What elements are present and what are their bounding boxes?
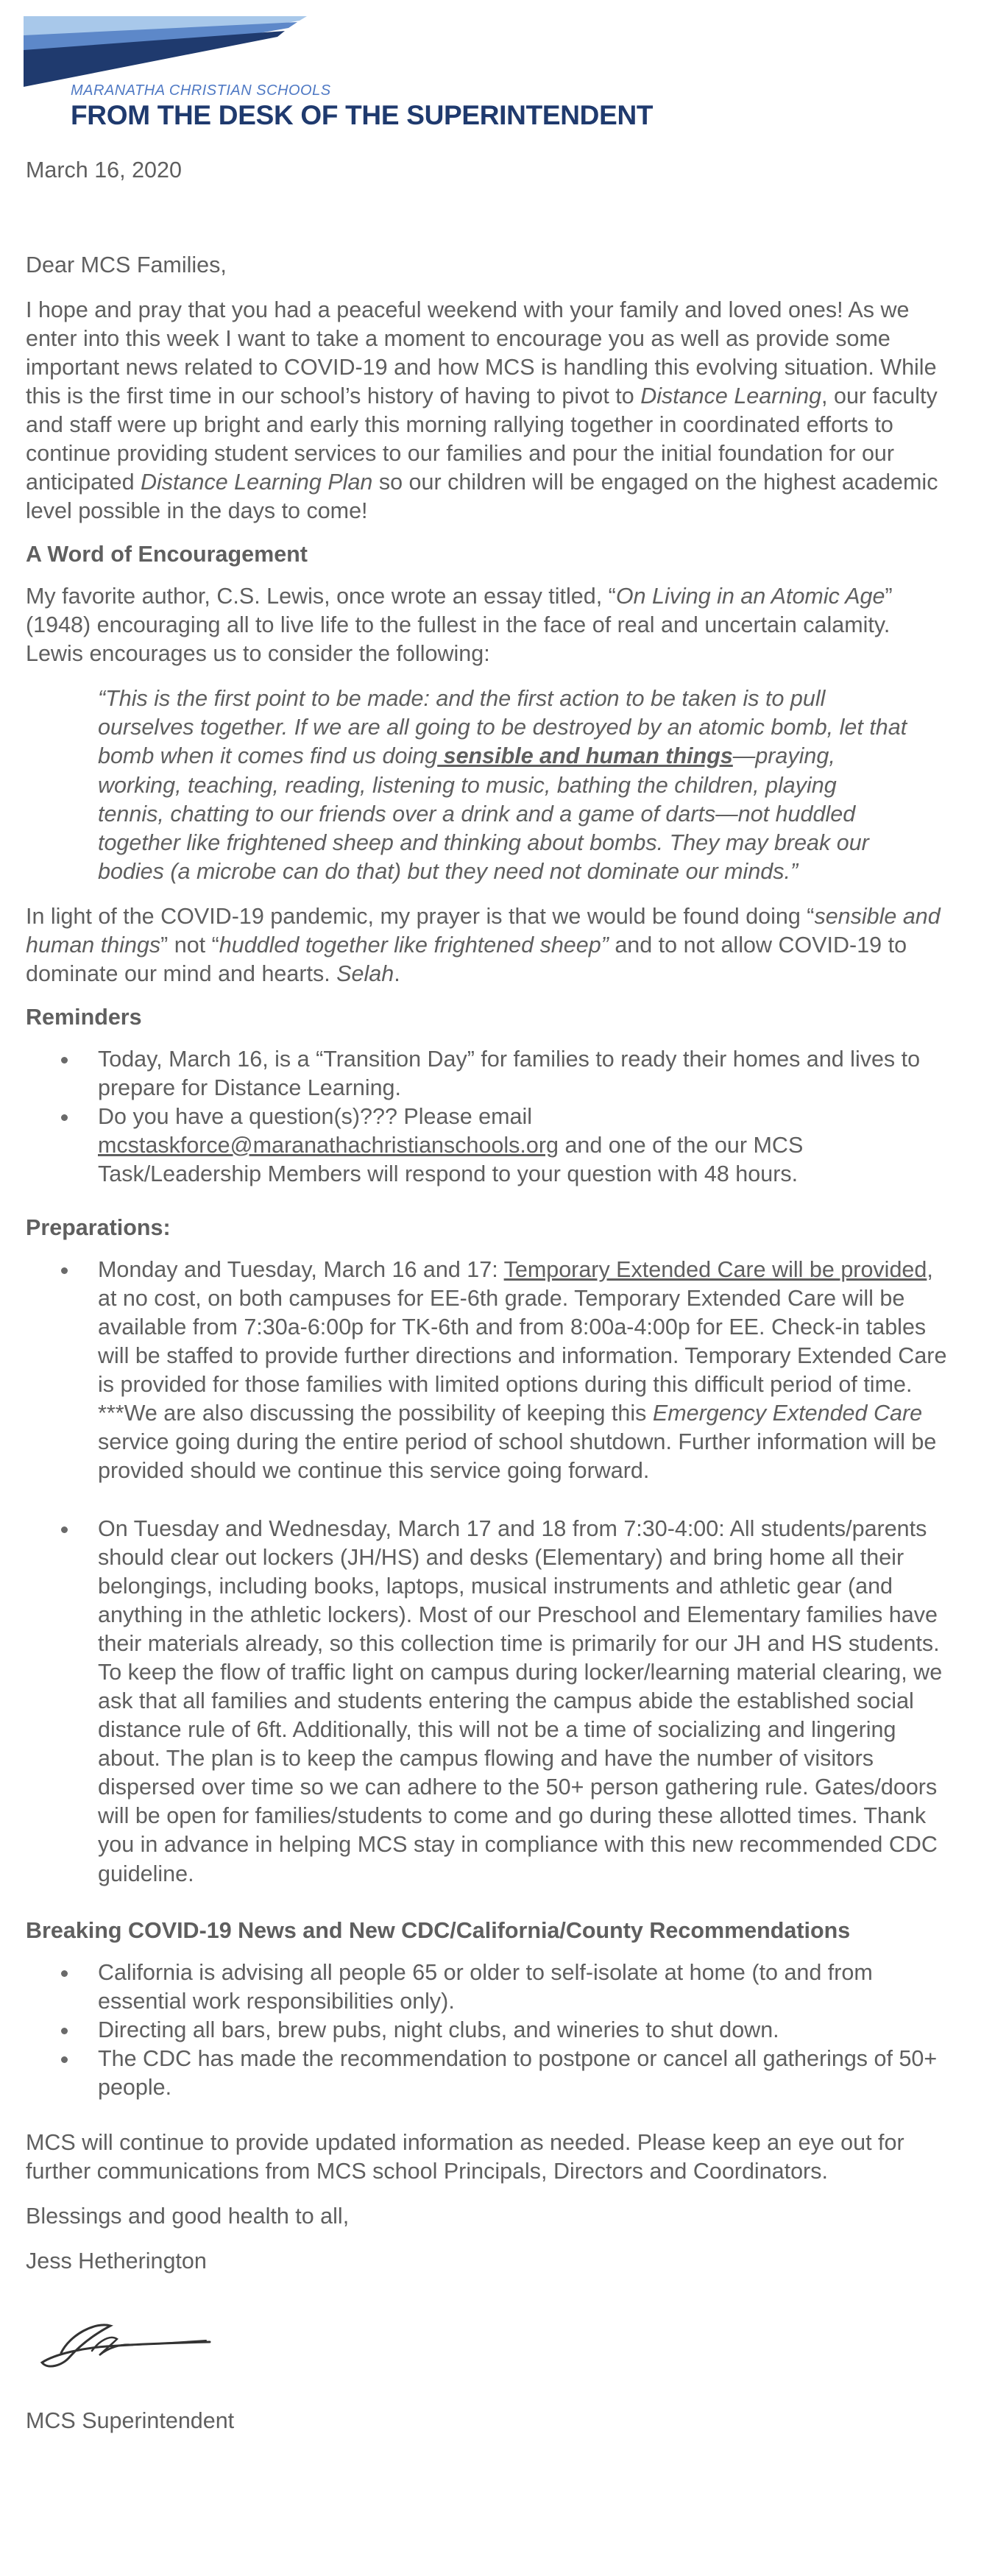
- closing-paragraph: MCS will continue to provide updated information as needed. Please keep an eye out for further communications from MCS school Principals, Directors and Coordinators.: [26, 2129, 904, 2184]
- intro-emphasis-1: Distance Learning: [640, 383, 822, 409]
- reminder-text-2: and one of the our MCS Task/Leadership Members will respond to your question with 48 hours.: [98, 1132, 804, 1186]
- prep-emphasis: Emergency Extended Care: [652, 1401, 923, 1426]
- encouragement-text-1: My favorite author, C.S. Lewis, once wrote an essay titled, “: [26, 584, 616, 609]
- prep-underlined: Temporary Extended Care will be provided: [503, 1256, 927, 1282]
- signature: [26, 2283, 953, 2393]
- essay-title: On Living in an Atomic Age: [615, 584, 885, 609]
- quote-emphasis: sensible and human things: [437, 743, 733, 769]
- encouragement-text-2: ” (1948) encouraging all to live life to the fullest in the face of real and uncertain calamity. Lewis encourages us to consider the following:: [26, 584, 893, 667]
- school-name: MARANATHA CHRISTIAN SCHOOLS: [71, 82, 331, 99]
- reflection-emphasis-2: huddled together like frightened sheep”: [219, 932, 609, 958]
- letterhead-title: FROM THE DESK OF THE SUPERINTENDENT: [71, 100, 654, 130]
- quote-text-2: —praying, working, teaching, reading, listening to music, bathing the children, playing tennis, chatting to our friends over a drink and a game of darts—not huddled together like frightened sheep and thinking about bombs. They may break our bodies (a microbe can do that) but they need not dominate our minds.”: [98, 743, 869, 884]
- signer-role: MCS Superintendent: [26, 2407, 235, 2433]
- intro-emphasis-2: Distance Learning Plan: [141, 470, 373, 495]
- quote-text-1: “This is the first point to be made: and the first action to be taken is to pull ourselves together. If we are all going to be destroyed by an atomic bomb, let that bomb when it comes find us doing: [98, 686, 907, 769]
- list-item: On Tuesday and Wednesday, March 17 and 18 from 7:30-4:00: All students/parents should clear out lockers (JH/HS) and desks (Elementary) and bring home all their belongings, including books, laptops, musical instruments and athletic gear (and anything in the athletic lockers). Most of our Preschool and Elementary families have their materials already, so this collection time is primarily for our JH and HS students. To keep the flow of traffic light on campus during locker/learning material clearing, we ask that all families and students entering the campus abide the established social distance rule of 6ft. Additionally, this will not be a time of socializing and lingering about. The plan is to keep the campus flowing and have the number of visitors dispersed over time so we can adhere to the 50+ person gathering rule. Gates/doors will be open for families/students to come and go during these allotted times. Thank you in advance in helping MCS stay in compliance with this new recommended CDC guideline.: [98, 1515, 953, 1888]
- intro-paragraph: [26, 296, 953, 526]
- intro-text-2: , our faculty and staff were up bright and early this morning rallying together in coordinated efforts to continue providing student services to our families and pour the initial foundation for our anticipated: [26, 383, 938, 495]
- signer-name: Jess Hetherington: [26, 2248, 207, 2274]
- handwritten-signature: [26, 2283, 261, 2386]
- reflection-paragraph: [26, 902, 953, 988]
- prep-text-3: service going during the entire period of school shutdown. Further information will be provided should we continue this service going forward.: [98, 1429, 937, 1484]
- reflection-emphasis-3: Selah: [336, 960, 394, 986]
- list-item: The CDC has made the recommendation to postpone or cancel all gatherings of 50+ people.: [98, 2045, 953, 2102]
- preparations-heading: Preparations:: [26, 1214, 171, 1240]
- encouragement-paragraph: [26, 582, 953, 668]
- reflection-text-2: ” not “: [160, 932, 219, 958]
- letter-date: March 16, 2020: [26, 158, 182, 183]
- list-item: Today, March 16, is a “Transition Day” for families to ready their homes and lives to prepare for Distance Learning.: [98, 1045, 953, 1103]
- encouragement-heading: A Word of Encouragement: [26, 542, 308, 567]
- email-link[interactable]: mcstaskforce@maranathachristianschools.org: [98, 1132, 559, 1158]
- intro-text-3: so our children will be engaged on the highest academic level possible in the days to come!: [26, 470, 938, 524]
- salutation: Dear MCS Families,: [26, 252, 227, 278]
- intro-text-1: I hope and pray that you had a peaceful weekend with your family and loved ones! As we enter into this week I want to take a moment to encourage you as well as provide some important news related to COVID-19 and how MCS is handling this evolving situation. While this is the first time in our school’s history of having to pivot to: [26, 297, 937, 409]
- reminders-list: [26, 1045, 953, 1189]
- reflection-text-3: and to not allow COVID-19 to dominate our mind and hearts.: [26, 932, 907, 986]
- list-item: California is advising all people 65 or older to self-isolate at home (to and from essential work responsibilities only).: [98, 1958, 953, 2016]
- prep-text-2: , at no cost, on both campuses for EE-6th grade. Temporary Extended Care will be available from 7:30a-6:00p for TK-6th and from 8:00a-4:00p for EE. Check-in tables will be staffed to provide further directions and information. Temporary Extended Care is provided for those families with limited options during this difficult period of time. ***We are also discussing the possibility of keeping this: [98, 1256, 947, 1426]
- list-item: [98, 1103, 953, 1189]
- prep-text-1: Monday and Tuesday, March 16 and 17:: [98, 1256, 504, 1282]
- letter-body: [26, 156, 953, 2435]
- news-list: [26, 1958, 953, 2102]
- letterhead: [24, 16, 654, 130]
- reflection-text-4: .: [394, 960, 400, 986]
- blessing-line: Blessings and good health to all,: [26, 2203, 350, 2229]
- reminders-heading: Reminders: [26, 1004, 142, 1030]
- reminder-text-1: Do you have a question(s)??? Please email: [98, 1103, 533, 1129]
- reflection-text-1: In light of the COVID-19 pandemic, my prayer is that we would be found doing “: [26, 903, 815, 929]
- news-heading: Breaking COVID-19 News and New CDC/California/County Recommendations: [26, 1917, 851, 1943]
- reflection-emphasis-1: sensible and human things: [26, 903, 941, 958]
- list-item: [98, 1256, 953, 1485]
- preparations-list: [26, 1256, 953, 1889]
- list-item: Directing all bars, brew pubs, night clubs, and wineries to shut down.: [98, 2016, 953, 2045]
- lewis-quote: [98, 684, 907, 885]
